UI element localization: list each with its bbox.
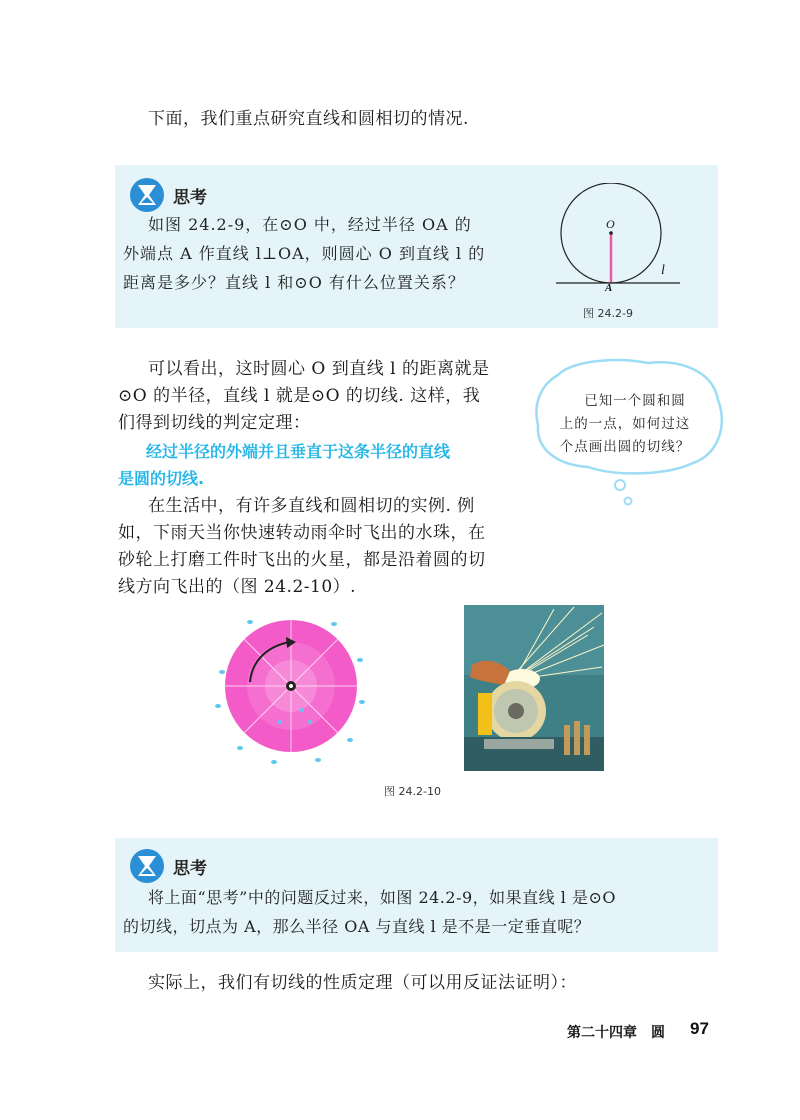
think-line: 外端点 A 作直线 l⊥OA，则圆心 O 到直线 l 的	[123, 244, 486, 263]
think-box-2	[115, 838, 718, 952]
paragraph-line: 可以看出，这时圆心 O 到直线 l 的距离就是	[148, 359, 490, 379]
bubble-text	[540, 390, 710, 459]
paragraph-line: 在生活中，有许多直线和圆相切的实例. 例	[148, 496, 475, 516]
figure-caption: 图 24.2-10	[384, 785, 441, 798]
paragraph-line: 线方向飞出的（图 24.2-10）.	[118, 577, 357, 597]
label-O: O	[606, 217, 615, 231]
paragraph-line: 砂轮上打磨工件时飞出的火星，都是沿着圆的切	[118, 550, 486, 570]
closing-text: 实际上，我们有切线的性质定理（可以用反证法证明）：	[148, 973, 577, 993]
bubble-line: 个点画出圆的切线？	[559, 439, 691, 455]
grinding-wheel-image	[464, 605, 604, 771]
paragraph-line: 们得到切线的判定定理：	[118, 413, 311, 433]
bubble-line: 上的一点，如何过这	[559, 416, 691, 432]
think-box-1	[115, 165, 718, 328]
label-l: l	[661, 263, 665, 278]
paragraph-line: 如，下雨天当你快速转动雨伞时飞出的水珠，在	[118, 523, 486, 543]
intro-text: 下面，我们重点研究直线和圆相切的情况.	[148, 109, 469, 129]
think-icon	[129, 848, 165, 884]
theorem-line: 经过半径的外端并且垂直于这条半径的直线	[146, 442, 451, 461]
think-line: 的切线，切点为 A，那么半径 OA 与直线 l 是不是一定垂直呢？	[123, 917, 591, 936]
tangent-circle-figure	[550, 183, 710, 293]
think-title: 思考	[173, 859, 207, 879]
think-title: 思考	[173, 188, 207, 208]
think-icon	[129, 177, 165, 213]
figure-caption: 图 24.2-9	[583, 307, 633, 320]
theorem-line: 是圆的切线.	[118, 469, 205, 488]
bubble-line: 已知一个圆和圆	[584, 393, 686, 409]
label-A: A	[605, 282, 613, 294]
think-line: 如图 24.2-9，在⊙O 中，经过半径 OA 的	[148, 215, 472, 234]
chapter-label: 第二十四章 圆	[567, 1025, 665, 1041]
think-line: 距离是多少？直线 l 和⊙O 有什么位置关系？	[123, 273, 465, 292]
page-number: 97	[690, 1019, 709, 1038]
umbrella-image	[210, 610, 375, 770]
think-line: 将上面“思考”中的问题反过来，如图 24.2-9，如果直线 l 是⊙O	[148, 888, 616, 907]
paragraph-line: ⊙O 的半径，直线 l 就是⊙O 的切线. 这样，我	[118, 386, 481, 406]
